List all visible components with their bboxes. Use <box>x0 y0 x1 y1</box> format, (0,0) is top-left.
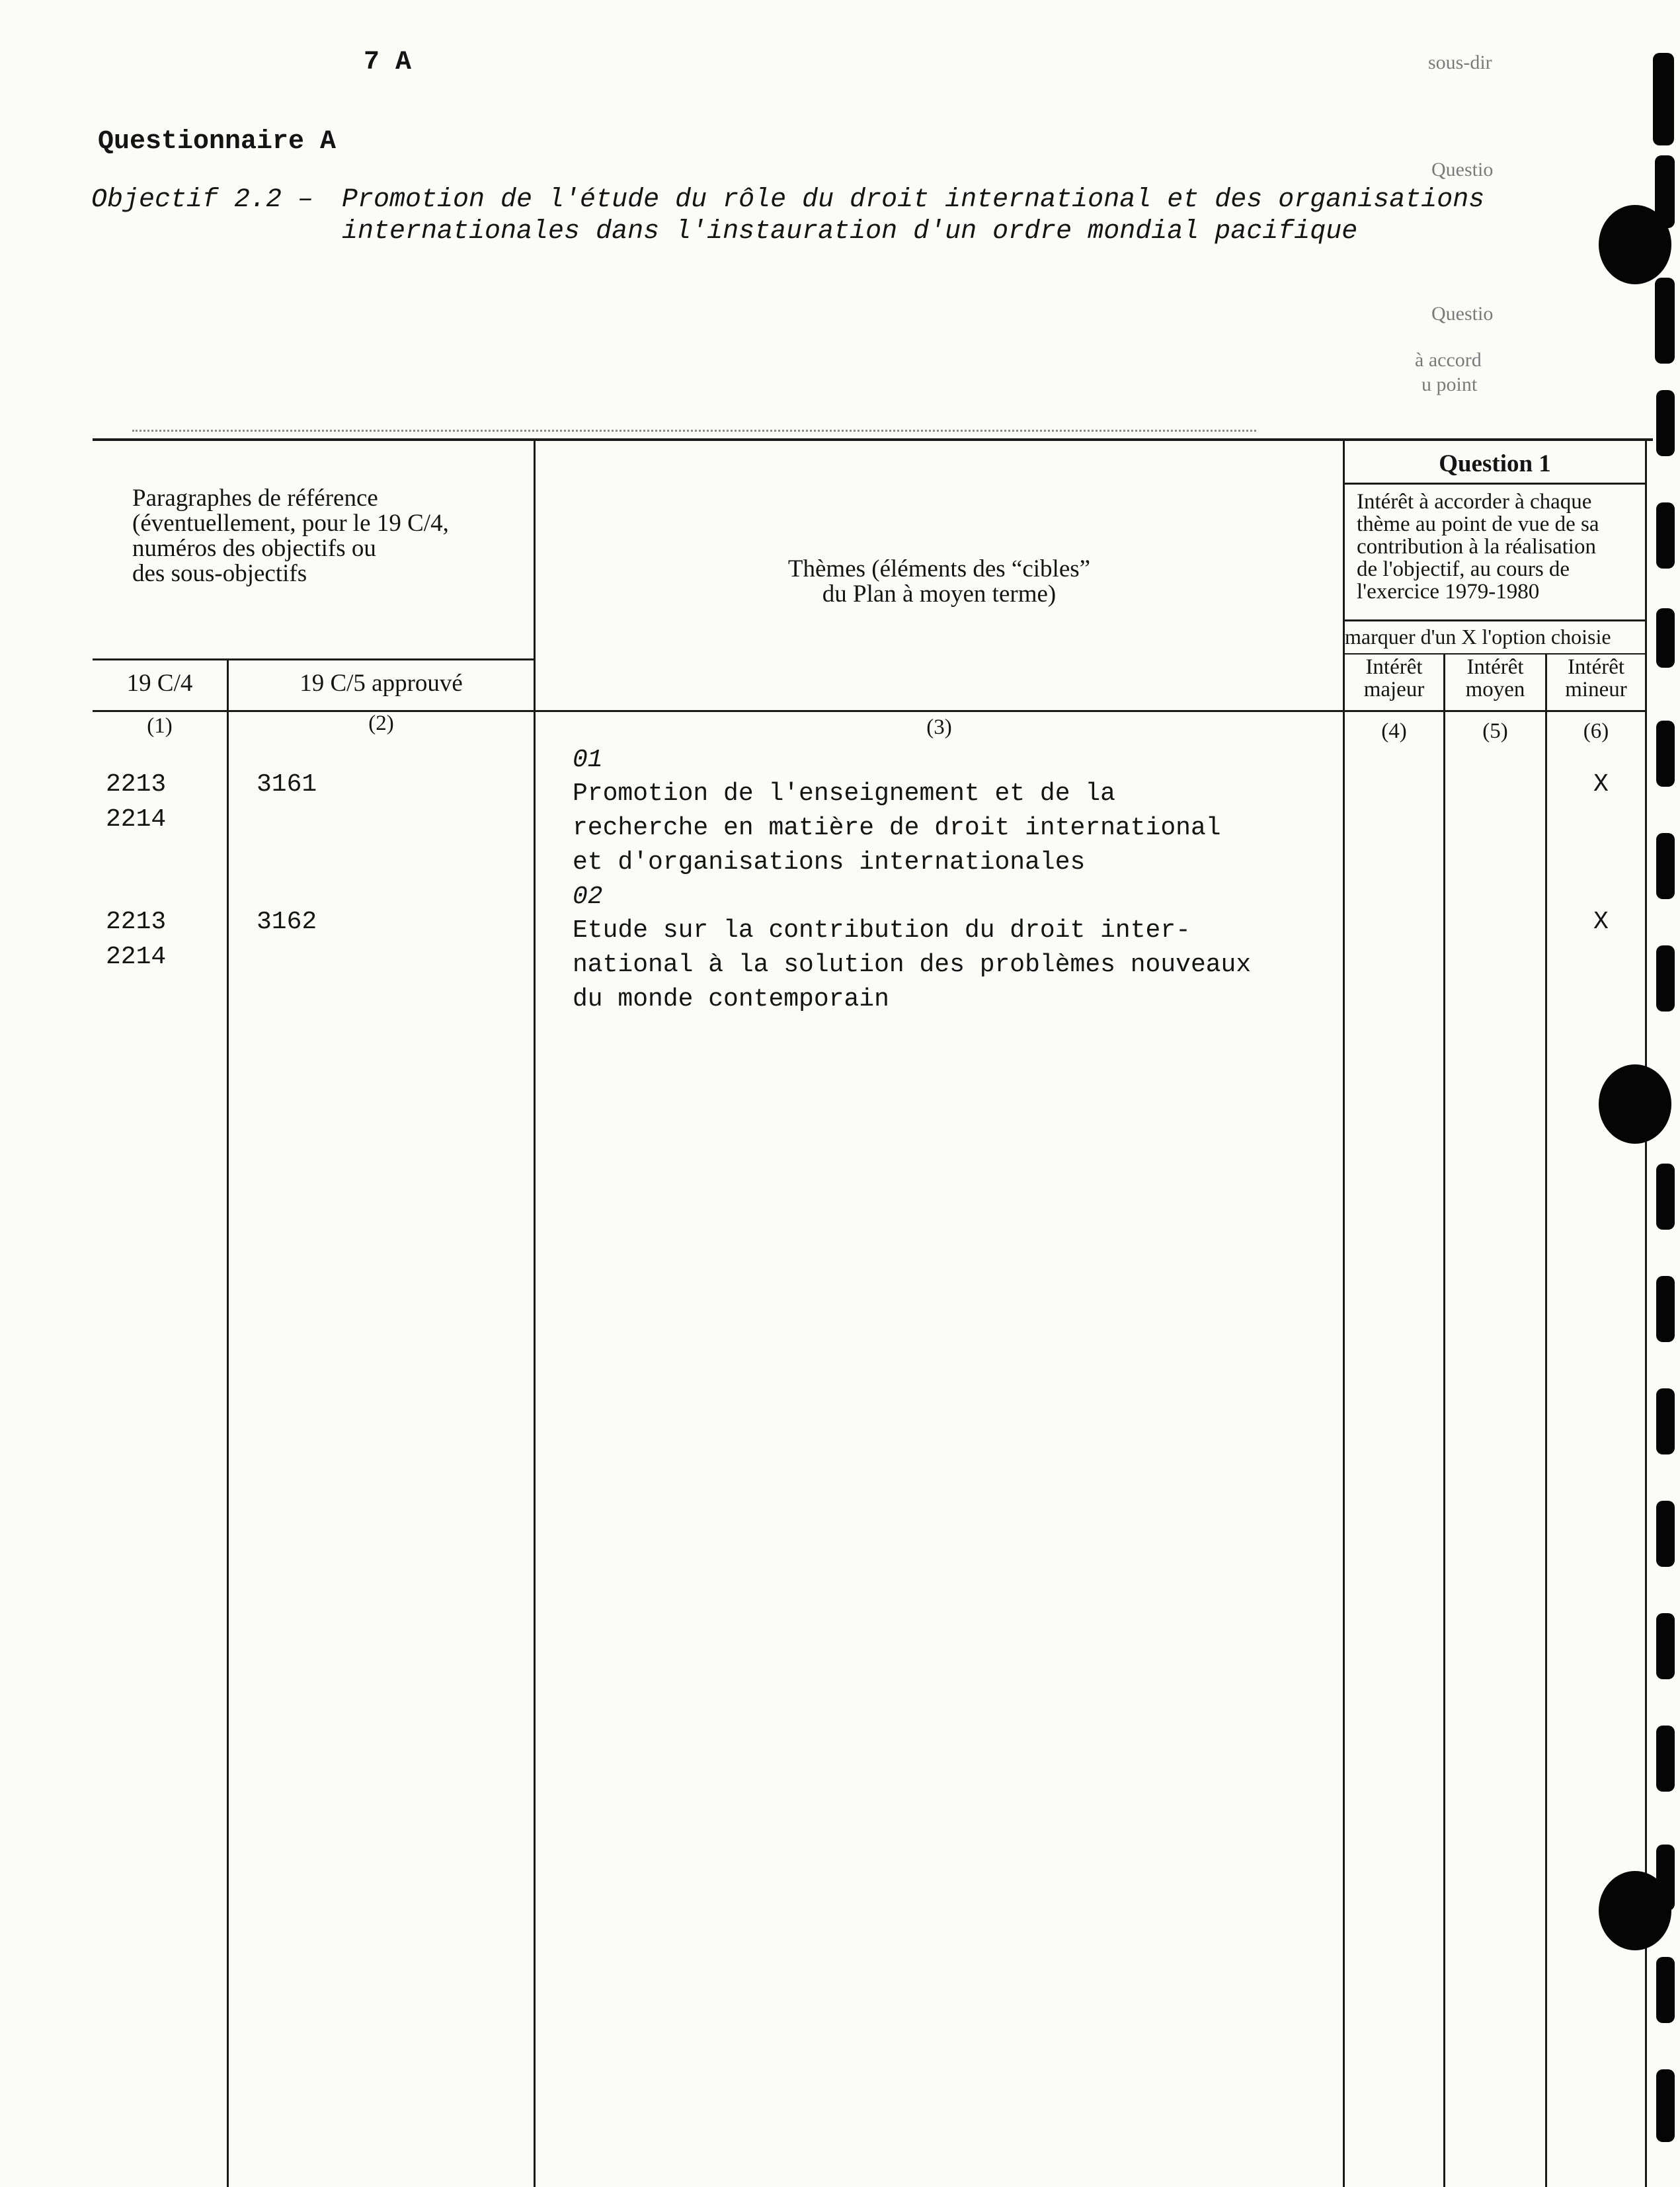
theme-text-line: du monde contemporain <box>573 985 889 1014</box>
ref-19c5: 3162 <box>257 908 317 936</box>
theme-number: 02 <box>573 883 603 911</box>
binder-mark <box>1653 53 1674 145</box>
binder-mark <box>1656 608 1675 668</box>
col-number: (2) <box>368 711 394 735</box>
interest-col-header-medium <box>1445 656 1545 701</box>
binder-mark <box>1656 1164 1675 1230</box>
punch-hole <box>1599 1871 1671 1950</box>
theme-text <box>573 914 1251 1017</box>
col-number: (3) <box>926 715 952 739</box>
theme-text-line: Promotion de l'enseignement et de la <box>573 779 1115 808</box>
minor-interest-mark: X <box>1593 770 1609 799</box>
objective-label: Objectif 2.2 – <box>91 185 314 215</box>
col5-divider <box>1545 655 1547 2187</box>
interest-col-header-minor <box>1547 656 1645 701</box>
margin-fragment: sous-dir <box>1428 52 1492 73</box>
theme-text-line: et d'organisations internationales <box>573 848 1086 877</box>
faint-rule <box>132 430 1256 432</box>
objective-title-line2: internationales dans l'instauration d'un ordre mondial pacifique <box>342 217 1358 247</box>
interest-header-line: majeur <box>1363 678 1425 701</box>
margin-fragment: Questio <box>1431 159 1494 180</box>
ref-19c4: 2214 <box>106 805 167 834</box>
interest-header-line: mineur <box>1565 678 1627 701</box>
question-desc-line: de l'objectif, au cours de <box>1357 557 1570 581</box>
themes-header-line: Thèmes (éléments des “cibles” <box>787 555 1091 582</box>
col-number: (1) <box>147 714 173 738</box>
marquer-instruction: marquer d'un X l'option choisie <box>1345 625 1611 649</box>
ref-19c4: 2213 <box>106 908 167 936</box>
ref-subheader-rule <box>93 658 536 660</box>
interest-col-header-major <box>1345 656 1443 701</box>
question-desc-rule <box>1343 619 1647 621</box>
question-title: Question 1 <box>1439 450 1551 477</box>
binder-mark <box>1656 721 1675 787</box>
ref-19c4: 2213 <box>106 770 167 799</box>
interest-header-line: Intérêt <box>1466 655 1524 679</box>
theme-text-line: Etude sur la contribution du droit inter- <box>573 916 1191 945</box>
ref-header-line: Paragraphes de référence <box>132 485 378 512</box>
punch-hole <box>1599 205 1671 284</box>
questionnaire-title: Questionnaire A <box>98 127 337 157</box>
interest-header-line: Intérêt <box>1365 655 1423 679</box>
margin-fragment: u point <box>1421 374 1478 395</box>
question-title-rule <box>1343 483 1647 485</box>
ref-header <box>132 486 449 586</box>
binder-mark <box>1655 278 1675 364</box>
ref-19c5: 3161 <box>257 770 317 799</box>
margin-fragment: Questio <box>1431 303 1494 325</box>
binder-mark <box>1656 1501 1675 1567</box>
interest-header-line: Intérêt <box>1567 655 1625 679</box>
page-number: 7 A <box>364 48 412 77</box>
ref-header-line: des sous-objectifs <box>132 560 307 587</box>
theme-number: 01 <box>573 746 603 774</box>
binder-mark <box>1656 1957 1675 2023</box>
question-desc-line: contribution à la réalisation <box>1357 535 1596 559</box>
col-header-19c4: 19 C/4 <box>126 670 193 697</box>
binder-mark <box>1656 1726 1675 1792</box>
question-description <box>1357 491 1645 603</box>
marquer-rule <box>1343 653 1647 655</box>
theme-text-line: recherche en matière de droit international <box>573 814 1221 842</box>
ref-header-line: numéros des objectifs ou <box>132 535 376 562</box>
col-number: (4) <box>1381 719 1407 743</box>
binder-mark <box>1656 833 1675 899</box>
binder-mark <box>1656 1388 1675 1454</box>
themes-header-line: du Plan à moyen terme) <box>822 580 1057 608</box>
interest-header-line: moyen <box>1465 678 1525 701</box>
theme-text-line: national à la solution des problèmes nouveaux <box>573 951 1252 979</box>
binder-mark <box>1656 945 1675 1012</box>
col1-divider <box>227 659 229 2187</box>
question-desc-line: l'exercice 1979-1980 <box>1357 580 1540 604</box>
binder-mark <box>1656 390 1675 456</box>
themes-header <box>536 557 1343 607</box>
col4-divider <box>1443 655 1445 2187</box>
ref-header-line: (éventuellement, pour le 19 C/4, <box>132 510 449 537</box>
ref-19c4: 2214 <box>106 943 167 971</box>
themes-left-divider <box>534 438 536 2187</box>
punch-hole <box>1599 1064 1671 1144</box>
binder-mark <box>1656 1613 1675 1679</box>
question-desc-line: Intérêt à accorder à chaque <box>1357 490 1592 514</box>
col-number: (6) <box>1583 719 1609 743</box>
theme-text <box>573 777 1221 880</box>
binder-mark <box>1656 502 1675 569</box>
col-header-19c5: 19 C/5 approuvé <box>300 670 463 697</box>
binder-mark <box>1656 1276 1675 1342</box>
minor-interest-mark: X <box>1593 908 1609 936</box>
margin-fragment: à accord <box>1415 349 1482 371</box>
table-top-border <box>93 438 1653 441</box>
binder-mark <box>1656 2069 1675 2142</box>
col-number: (5) <box>1482 719 1508 743</box>
objective-title-line1: Promotion de l'étude du rôle du droit international et des organisations <box>342 185 1485 215</box>
question-desc-line: thème au point de vue de sa <box>1357 512 1599 536</box>
